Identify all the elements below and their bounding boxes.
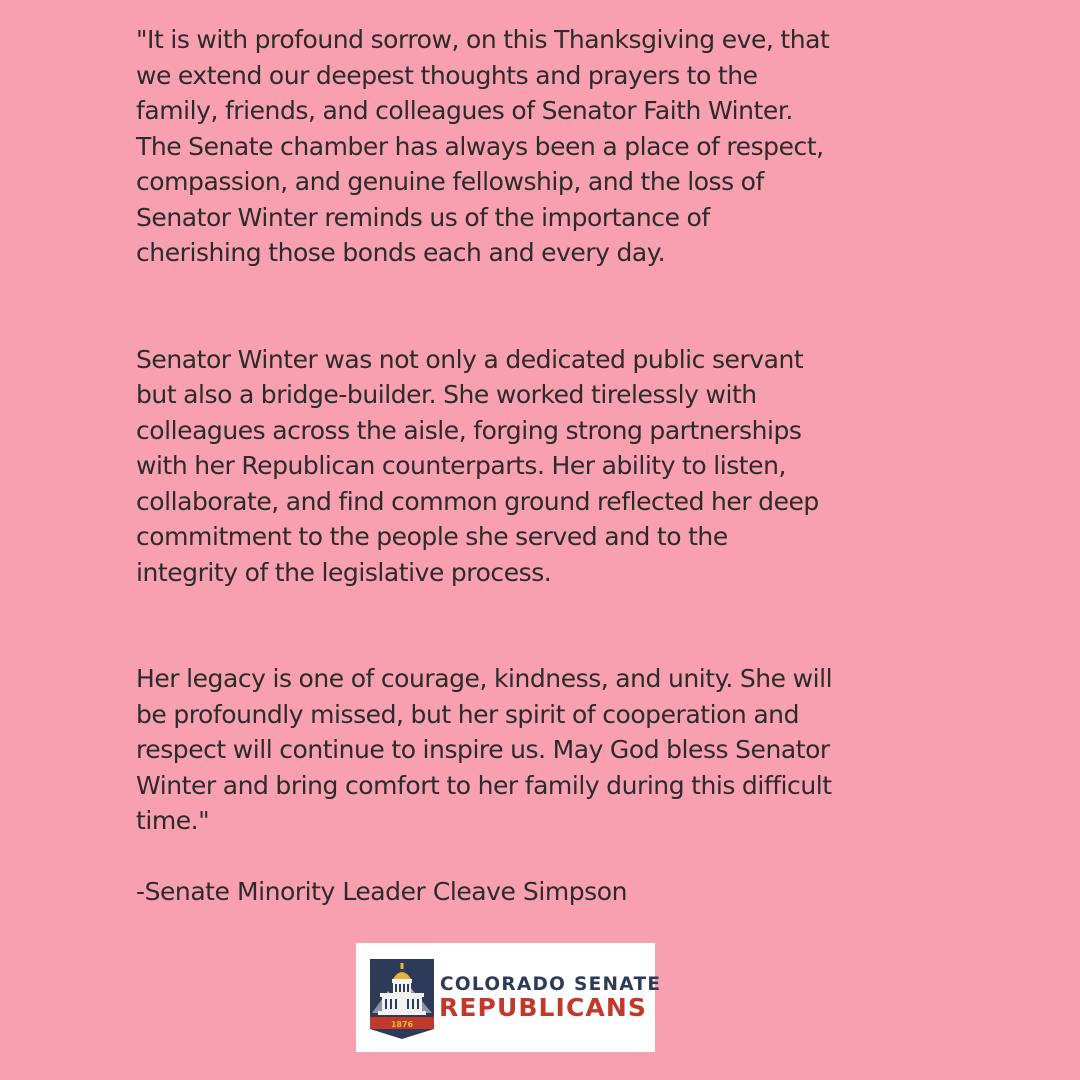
statement-paragraph-2	[136, 342, 936, 591]
text-line: commitment to the people she served and to the	[136, 522, 728, 551]
statement-paragraph-1	[136, 22, 936, 271]
text-line: cherishing those bonds each and every day.	[136, 238, 666, 267]
logo-subtitle: REPUBLICANS	[439, 993, 647, 1022]
text-line: time."	[136, 806, 210, 835]
text-line: Senator Winter was not only a dedicated public servant	[136, 344, 804, 374]
text-line: colleagues across the aisle, forging strong partnerships	[136, 415, 802, 445]
logo-title: COLORADO SENATE	[440, 974, 662, 995]
text-line: but also a bridge-builder. She worked tirelessly with	[136, 380, 757, 409]
colorado-senate-republicans-logo	[356, 943, 662, 1052]
text-line: Senator Winter reminds us of the importance of	[136, 202, 710, 232]
text-line: integrity of the legislative process.	[136, 557, 552, 587]
text-line: compassion, and genuine fellowship, and the loss of	[136, 167, 764, 196]
text-line: with her Republican counterparts. Her ability to listen,	[136, 451, 786, 480]
text-line: Winter and bring comfort to her family during this difficult	[136, 770, 832, 800]
text-line: "It is with profound sorrow, on this Thanksgiving eve, that	[136, 25, 830, 54]
text-line: we extend our deepest thoughts and prayers to the	[136, 60, 758, 90]
text-line: Her legacy is one of courage, kindness, and unity. She will	[136, 664, 833, 693]
statement-text	[136, 22, 936, 910]
capitol-badge-icon	[366, 953, 438, 1045]
statement-paragraph-3	[136, 661, 936, 839]
text-line: family, friends, and colleagues of Senator Faith Winter.	[136, 96, 793, 125]
attribution: -Senate Minority Leader Cleave Simpson	[136, 877, 627, 906]
text-line: respect will continue to inspire us. May God bless Senator	[136, 735, 830, 764]
text-line: The Senate chamber has always been a place of respect,	[136, 131, 824, 161]
text-line: collaborate, and find common ground reflected her deep	[136, 486, 819, 516]
text-line: be profoundly missed, but her spirit of cooperation and	[136, 699, 799, 729]
logo-year: 1876	[390, 1020, 414, 1029]
